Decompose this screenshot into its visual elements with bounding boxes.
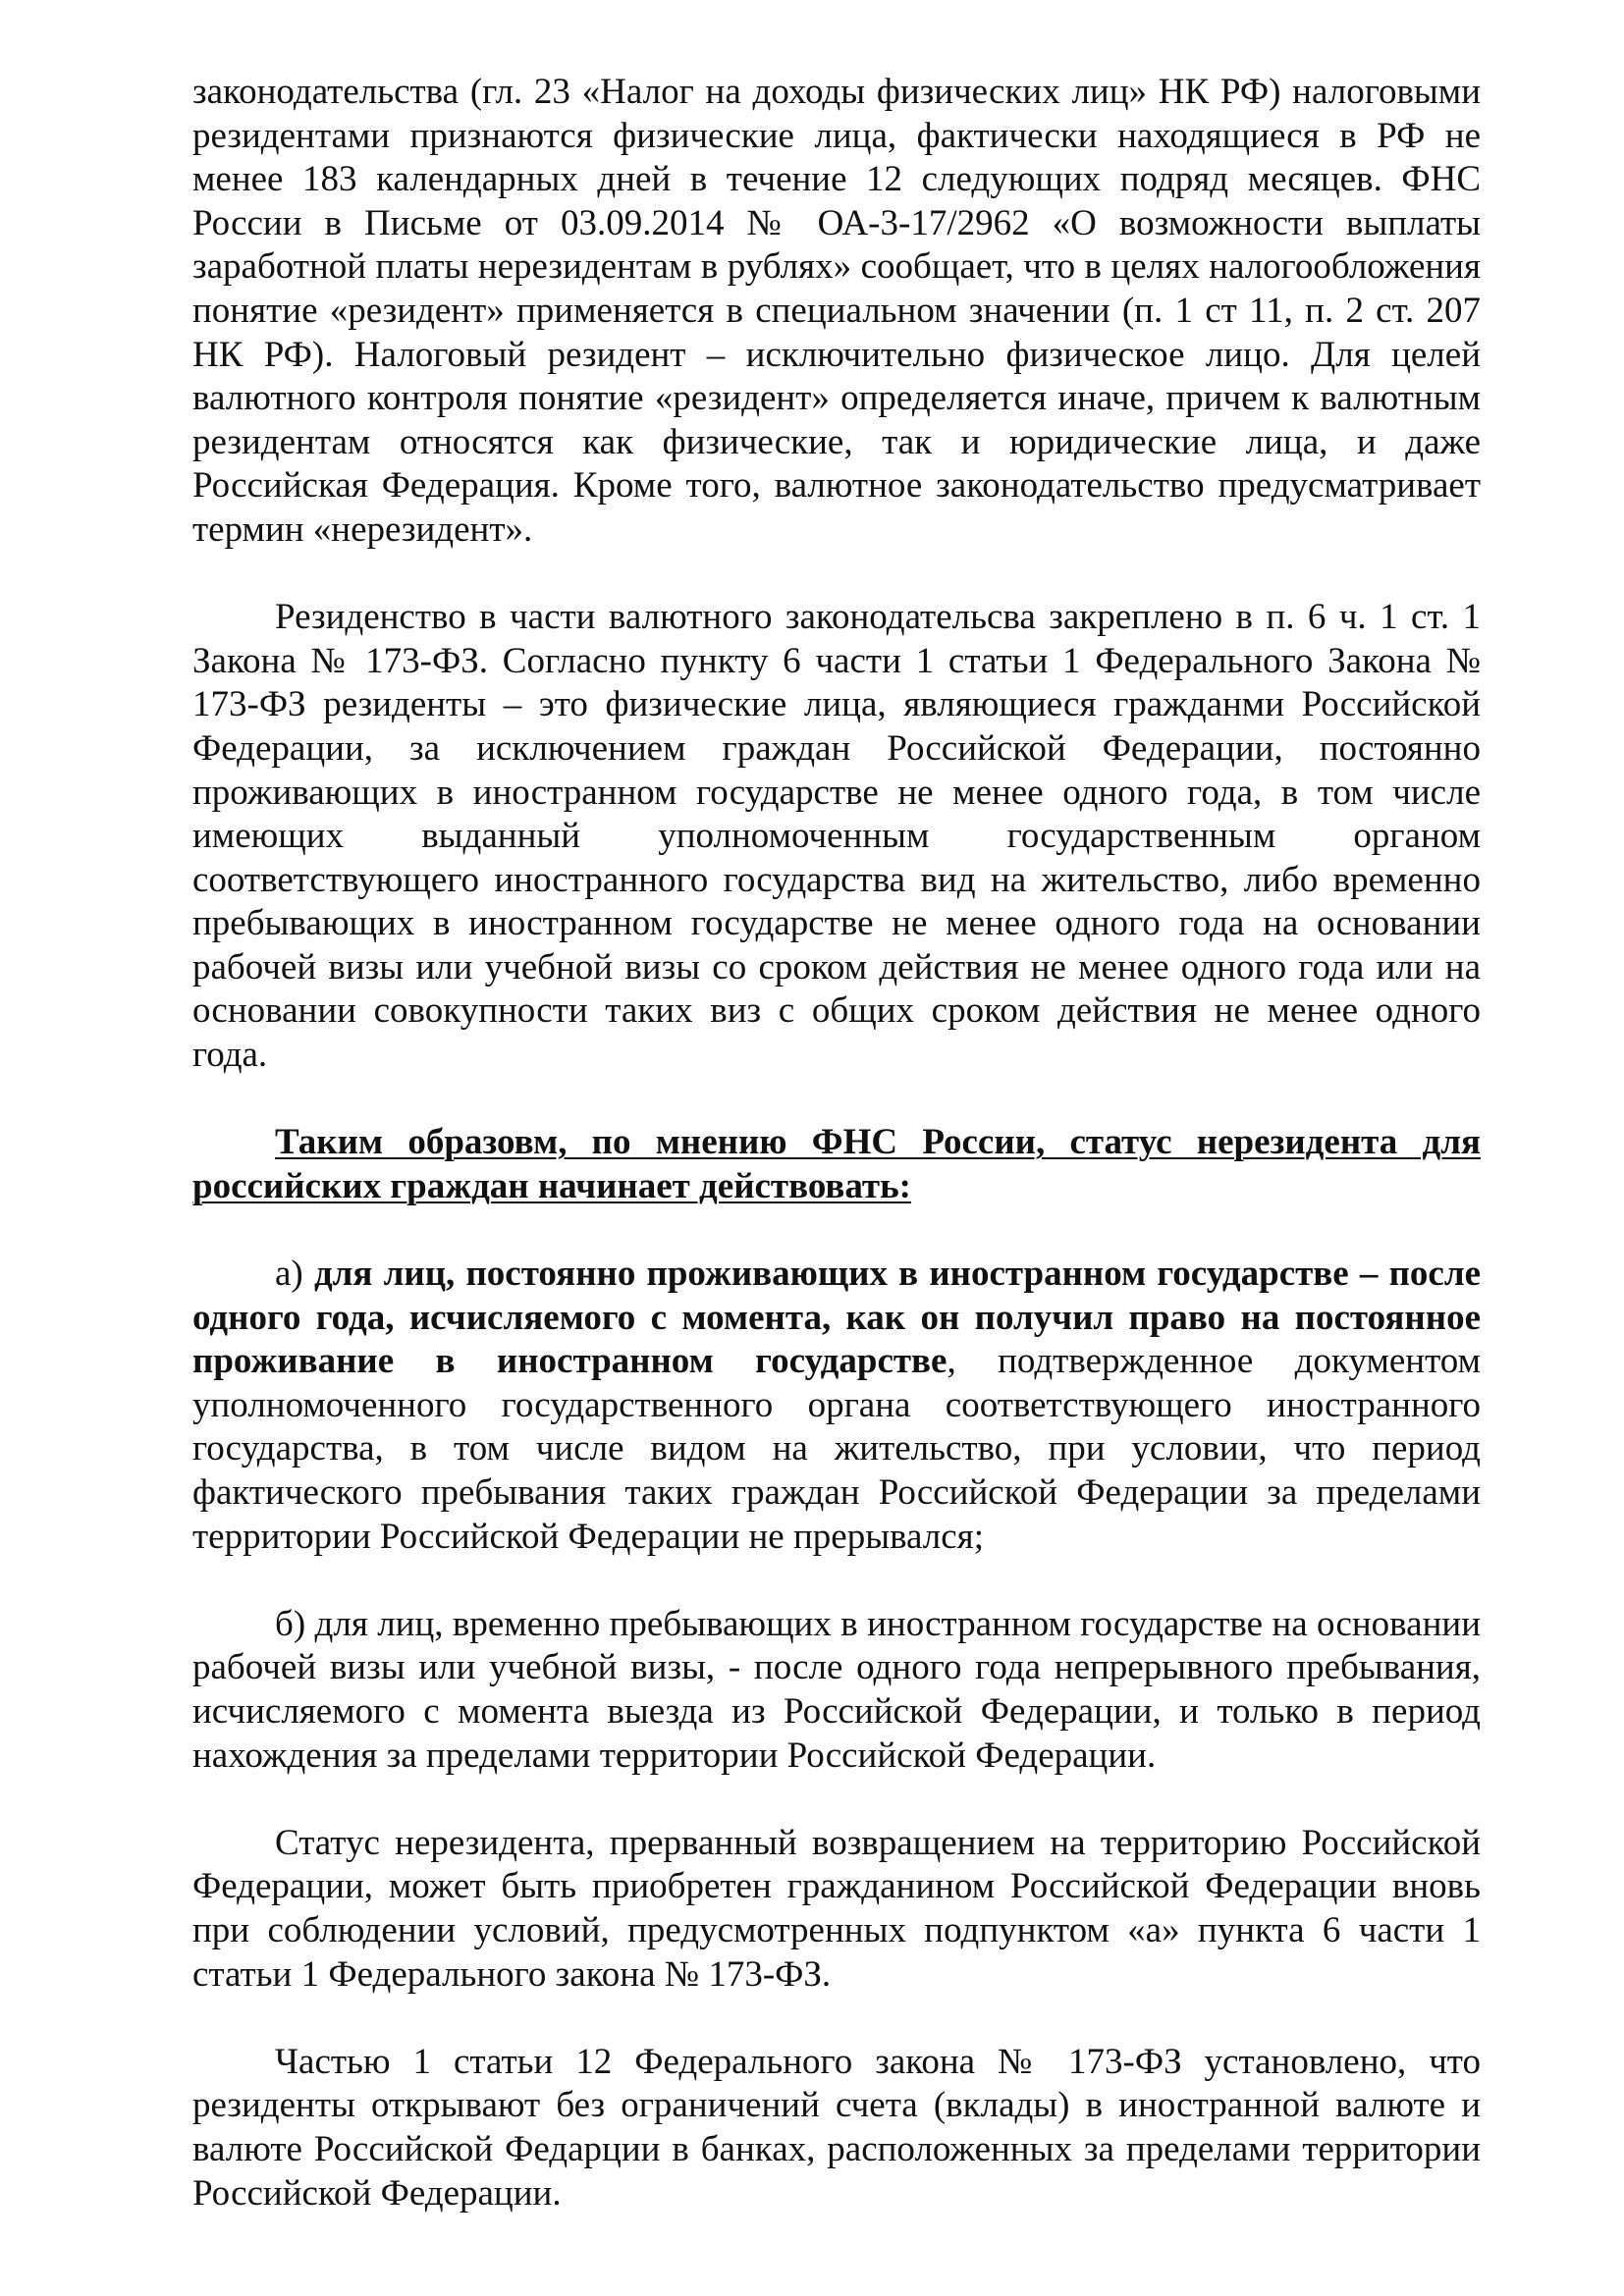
document-page <box>192 71 1481 2260</box>
section-heading: Таким образовм, по мнению ФНС России, статус нерезидента для российских граждан начинает действовать: <box>192 1122 1481 1206</box>
paragraph-currency-residency: Резиденство в части валютного законодательсва закреплено в п. 6 ч. 1 ст. 1 Закона № 173-ФЗ. Согласно пункту 6 части 1 статьи 1 Федерального Закона № 173-ФЗ резиденты – это физические лица, являющиеся гражданми Российской Федерации, за исключением граждан Российской Федерации, постоянно проживающих в иностранном государстве не менее одного года, в том числе имеющих выданный уполномоченным государственным органом соответствующего иностранного государства вид на жительство, либо временно пребывающих в иностранном государстве не менее одного года на основании рабочей визы или учебной визы со сроком действия не менее одного года или на основании совокупности таких виз с общих сроком действия не менее одного года. <box>192 597 1481 1076</box>
list-item-b: б) для лиц, временно пребывающих в иностранном государстве на основании рабочей визы или учебной визы, - после одного года непрерывного пребывания, исчисляемого с момента выезда из Российской Федерации, и только в период нахождения за пределами территории Российской Федерации. <box>192 1603 1481 1776</box>
list-item-a-marker: а) <box>275 1254 314 1295</box>
list-item-a <box>192 1253 1481 1559</box>
paragraph-bank-accounts: Частью 1 статьи 12 Федерального закона № 173-ФЗ установлено, что резиденты открывают без ограничений счета (вклады) в иностранной валюте и валюте Российской Федарции в банках, расположенных за пределами территории Российской Федерации. <box>192 2041 1481 2214</box>
list-item-a-bold-text: для лиц, постоянно проживающих в иностранном государстве – после одного года, исчисляемого с момента, как он получил право на постоянное проживание в иностранном государстве <box>192 1254 1481 1382</box>
paragraph-nonresident-status: Статус нерезидента, прерванный возвращением на территорию Российской Федерации, может быть приобретен гражданином Российской Федерации вновь при соблюдении условий, предусмотренных подпунктом «а» пункта 6 части 1 статьи 1 Федерального закона № 173-ФЗ. <box>192 1822 1481 1995</box>
paragraph-tax-residency: законодательства (гл. 23 «Налог на доходы физических лиц» НК РФ) налоговыми резидентами признаются физические лица, фактически находящиеся в РФ не менее 183 календарных дней в течение 12 следующих подряд месяцев. ФНС России в Письме от 03.09.2014 № ОА-3-17/2962 «О возможности выплаты заработной платы нерезидентам в рублях» сообщает, что в целях налогообложения понятие «резидент» применяется в специальном значении (п. 1 ст 11, п. 2 ст. 207 НК РФ). Налоговый резидент – исключительно физическое лицо. Для целей валютного контроля понятие «резидент» определяется иначе, причем к валютным резидентам относятся как физические, так и юридические лица, и даже Российская Федерация. Кроме того, валютное законодательство предусматривает термин «нерезидент». <box>192 72 1481 550</box>
list-item-a-text: , подтвержденное документом уполномоченного государственного органа соответствующего иностранного государства, в том числе видом на жительство, при условии, что период фактического пребывания таких граждан Российской Федерации за пределами территории Российской Федерации не прерывался; <box>192 1341 1481 1557</box>
